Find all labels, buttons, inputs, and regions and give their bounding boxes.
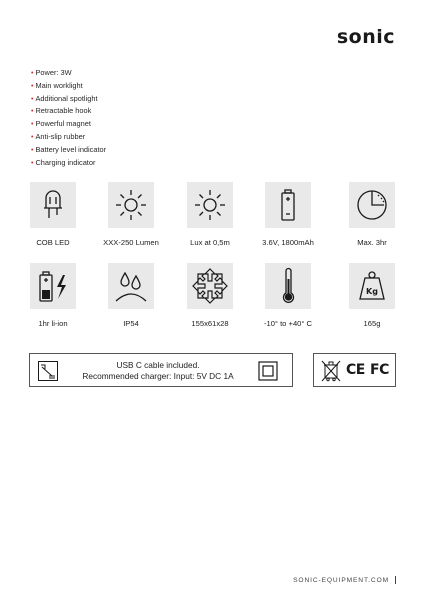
list-item: • Powerful magnet: [31, 119, 91, 129]
spec-label: IP54: [123, 319, 139, 328]
spec-label: 165g: [363, 319, 381, 328]
list-item: • Anti-slip rubber: [31, 131, 86, 141]
usb-charger-icon: [38, 361, 58, 381]
spec-label: Max. 3hr: [357, 238, 387, 247]
bullet-icon: •: [31, 133, 34, 141]
bullet-icon: •: [31, 82, 34, 90]
battery-icon: [265, 182, 311, 228]
feature-list: [31, 67, 106, 169]
brand-name: sonic: [336, 26, 395, 48]
fc-mark: FC: [370, 362, 389, 378]
charger-info-text: USB C cable included. Recommended charger: Input: 5V DC 1A: [82, 360, 234, 381]
spec-label: 3.6V, 1800mAh: [262, 238, 314, 247]
bullet-icon: •: [31, 70, 34, 77]
bullet-icon: •: [31, 121, 34, 129]
charging-battery-icon: [30, 263, 76, 309]
charger-info-box: [29, 353, 293, 387]
footer-divider: [395, 576, 396, 584]
led-icon: [30, 182, 76, 228]
thermometer-icon: [265, 263, 311, 309]
spec-label: Lux at 0,5m: [190, 238, 230, 247]
list-item: • Retractable hook: [31, 106, 92, 116]
list-item: • Main worklight: [31, 80, 83, 90]
bullet-icon: •: [31, 159, 34, 167]
list-item: • Additional spotlight: [31, 93, 98, 103]
ce-mark: CE: [346, 362, 365, 378]
double-insulation-icon: [258, 361, 278, 381]
bullet-icon: •: [31, 108, 34, 116]
spec-label: XXX-250 Lumen: [103, 238, 159, 247]
sun-icon: [108, 182, 154, 228]
footer-url[interactable]: SONIC-EQUIPMENT.COM: [293, 576, 389, 584]
list-item: • Power: 3W: [31, 68, 72, 77]
footer: [293, 576, 396, 584]
weight-icon: [349, 263, 395, 309]
certification-box: [313, 353, 396, 387]
spec-label: 155x61x28: [191, 319, 229, 328]
bullet-icon: •: [31, 146, 34, 154]
sun-small-icon: [187, 182, 233, 228]
spec-label: -10° to +40° C: [263, 319, 313, 328]
weee-bin-icon: [321, 360, 341, 382]
dimensions-arrows-icon: [187, 263, 233, 309]
clock-icon: [349, 182, 395, 228]
list-item: • Battery level indicator: [31, 144, 107, 154]
spec-label: COB LED: [36, 238, 70, 247]
bullet-icon: •: [31, 95, 34, 103]
weight-unit-badge: Kg: [366, 287, 378, 296]
list-item: • Charging indicator: [31, 157, 96, 167]
spec-label: 1hr li-ion: [38, 319, 68, 328]
brand-logo: [337, 27, 395, 47]
water-drops-icon: [108, 263, 154, 309]
